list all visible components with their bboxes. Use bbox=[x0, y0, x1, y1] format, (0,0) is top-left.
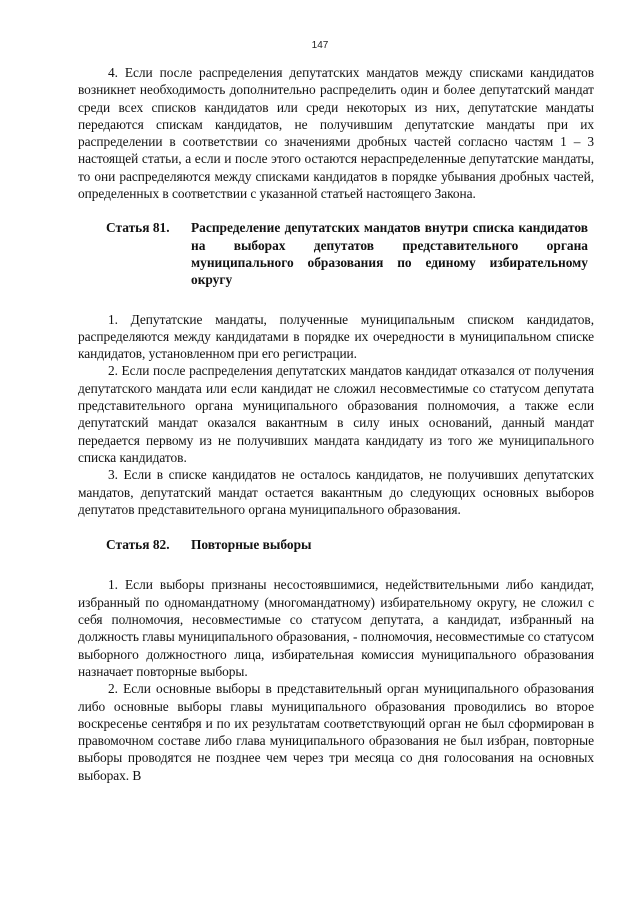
article-81-title: Распределение депутатских мандатов внутри списка кандидатов на выборах депутатов представительного органа муниципального образования по единому избирательному округу bbox=[191, 220, 588, 288]
document-body bbox=[78, 64, 594, 784]
article-82-paragraph-1: 1. Если выборы признаны несостоявшимися, недействительными либо кандидат, избранный по одномандатному (многомандатному) избирательному округу, не сложил с себя полномочия, несовместимые со статусом депутата, а кандидат, избранный на должность главы муниципального образования, - полномочия, несовместимые со статусом выборного должностного лица, избирательная комиссия муниципального образования назначает повторные выборы. bbox=[78, 577, 594, 679]
paragraph-4-intro: 4. Если после распределения депутатских мандатов между списками кандидатов возникнет необходимость дополнительно распределить один и более депутатский мандат среди всех списков кандидатов или среди некоторых из них, депутатские мандаты передаются спискам кандидатов, не получившим депутатские мандаты при их распределении в соответствии со значениями дробных частей согласно частям 1 – 3 настоящей статьи, а если и после этого остаются нераспределенные депутатские мандаты, то они распределяются между списками кандидатов в порядке убывания дробных частей, определенных в соответствии с указанной статьей настоящего Закона. bbox=[78, 65, 594, 202]
article-82-number: Статья 82. bbox=[106, 537, 170, 553]
page-number: 147 bbox=[311, 40, 329, 51]
article-82-heading bbox=[106, 536, 594, 553]
article-81-paragraph-1: 1. Депутатские мандаты, полученные муниципальным списком кандидатов, распределяются между кандидатами в порядке их очередности в муниципальном списке кандидатов, установленном при его регистрации. bbox=[78, 311, 594, 362]
article-81-heading bbox=[106, 219, 594, 288]
article-81-paragraph-2: 2. Если после распределения депутатских мандатов кандидат отказался от получения депутатского мандата или если кандидат не сложил несовместимые со статусом депутата представительного органа муниципального образования полномочия, а также если депутатский мандат оказался вакантным в силу иных оснований, данный мандат передается первому из не получивших мандата кандидату из того же муниципального списка кандидатов. bbox=[78, 363, 594, 465]
article-82-paragraph-2: 2. Если основные выборы в представительный орган муниципального образования либо основные выборы главы муниципального образования проводились во второе воскресенье сентября и по их результатам соответствующий орган не был сформирован в правомочном составе либо глава муниципального образования не был избран, повторные выборы проводятся не позднее чем через три месяца со дня голосования на основных выборах. В bbox=[78, 681, 594, 783]
article-81-number: Статья 81. bbox=[106, 220, 170, 236]
article-82-title: Повторные выборы bbox=[191, 537, 312, 553]
article-81-paragraph-3: 3. Если в списке кандидатов не осталось кандидатов, не получивших депутатских мандатов, депутатский мандат остается вакантным до следующих основных выборов депутатов представительного органа муниципального образования. bbox=[78, 467, 594, 517]
